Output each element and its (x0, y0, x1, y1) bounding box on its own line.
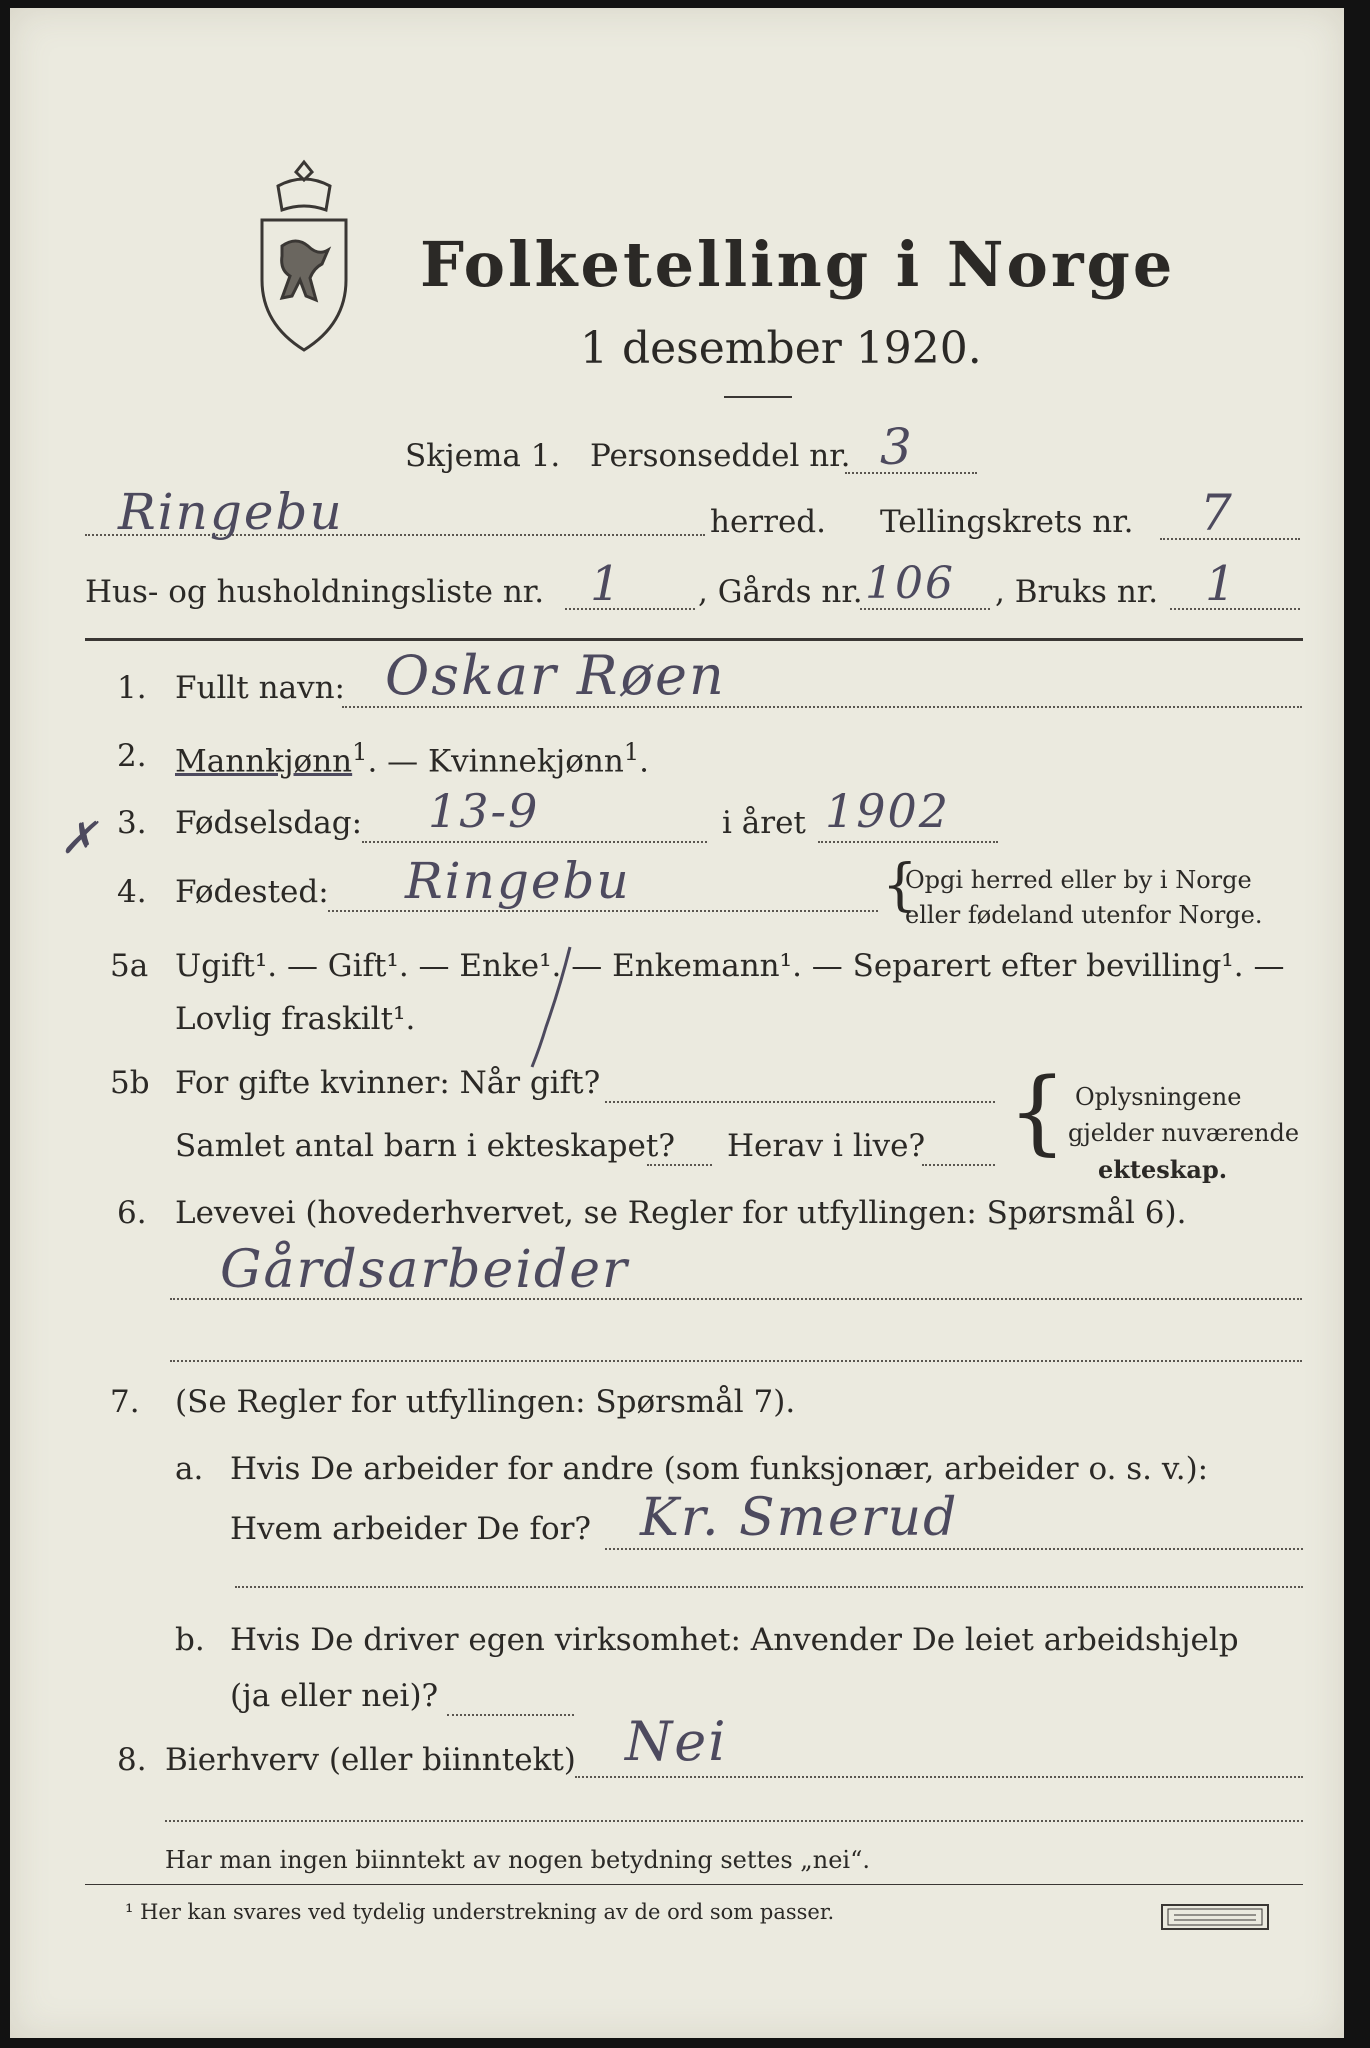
q4-line (328, 910, 878, 912)
bruks-value[interactable]: 1 (1205, 556, 1238, 612)
marital-status-fraskilt[interactable]: Lovlig fraskilt¹. (175, 1001, 416, 1037)
q3-number: 3. (117, 805, 147, 841)
hus-line (565, 608, 695, 610)
gards-label: , Gårds nr. (698, 574, 863, 610)
q4-note-line1: Opgi herred eller by i Norge (905, 866, 1252, 894)
tellingskrets-label: Tellingskrets nr. (880, 504, 1134, 540)
margin-mark-icon: ✗ (60, 813, 99, 864)
q5b-line1: For gifte kvinner: Når gift? (175, 1065, 601, 1101)
q2-sup1: 1 (352, 738, 368, 766)
q5b-note3: ekteskap. (1098, 1155, 1228, 1184)
personseddel-label: Personseddel nr. (590, 438, 851, 474)
q5b-alive-line[interactable] (922, 1164, 995, 1166)
side-income-value[interactable]: Nei (625, 1710, 728, 1773)
form-title: Folketelling i Norge (420, 228, 1176, 301)
q1-number: 1. (117, 670, 147, 706)
q8-extra-line[interactable] (165, 1820, 1303, 1822)
q6-number: 6. (117, 1195, 147, 1231)
q6-line1 (170, 1298, 1302, 1300)
q3-year-line (818, 841, 998, 843)
q7a-extra-line[interactable] (235, 1586, 1303, 1588)
q4-note-line2: eller fødeland utenfor Norge. (905, 901, 1263, 929)
q5b-number: 5b (110, 1065, 150, 1101)
q7b-line[interactable] (447, 1714, 574, 1716)
q5a-number: 5a (110, 948, 149, 984)
q7a-letter: a. (175, 1451, 204, 1487)
option-kvinnekjonn[interactable]: . — Kvinnekjønn (367, 743, 624, 780)
q5b-note-brace: { (1008, 1058, 1067, 1165)
employer-value[interactable]: Kr. Smerud (640, 1488, 959, 1548)
q8-line (575, 1776, 1303, 1778)
full-name-value[interactable]: Oskar Røen (385, 644, 726, 707)
occupation-value[interactable]: Gårdsarbeider (220, 1240, 629, 1300)
herred-value[interactable]: Ringebu (118, 483, 344, 541)
printer-stamp-icon (1160, 1903, 1270, 1931)
q8-label: Bierhverv (eller biinntekt) (165, 1742, 576, 1778)
q7b-letter: b. (175, 1622, 205, 1658)
q3-label: Fødselsdag: (175, 805, 363, 841)
q3-date-line (362, 841, 707, 843)
q5b-married-line[interactable] (605, 1101, 995, 1103)
q4-note-brace: { (882, 853, 918, 918)
q7-number: 7. (110, 1384, 140, 1420)
q7-label: (Se Regler for utfyllingen: Spørsmål 7). (175, 1384, 796, 1420)
q4-number: 4. (117, 874, 147, 910)
q6-line2 (170, 1360, 1302, 1362)
q2-sex-options (175, 738, 649, 779)
q6-label: Levevei (hovederhvervet, se Regler for utfyllingen: Spørsmål 6). (175, 1195, 1187, 1231)
hus-value[interactable]: 1 (590, 556, 623, 612)
q1-label: Fullt navn: (175, 670, 345, 706)
marital-mark-icon (520, 943, 580, 1073)
tellingskrets-value[interactable]: 7 (1200, 484, 1234, 542)
q5b-children-label: Samlet antal barn i ekteskapet? (175, 1128, 675, 1164)
q5b-children-line[interactable] (647, 1164, 712, 1166)
q8-note: Har man ingen biinntekt av nogen betydning settes „nei“. (165, 1846, 870, 1874)
q5b-note2: gjelder nuværende (1068, 1119, 1300, 1147)
q2-number: 2. (117, 738, 147, 774)
q7b-line2: (ja eller nei)? (230, 1678, 439, 1714)
q3-year-label: i året (722, 805, 806, 841)
footnote-divider (85, 1884, 1303, 1885)
birth-year-value[interactable]: 1902 (825, 784, 951, 838)
footnote: ¹ Her kan svares ved tydelig understrekning av de ord som passer. (125, 1900, 835, 1924)
q7a-line2: Hvem arbeider De for? (230, 1511, 592, 1547)
q7b-line1: Hvis De driver egen virksomhet: Anvender De leiet arbeidshjelp (230, 1622, 1239, 1658)
marital-status-options[interactable]: Ugift¹. — Gift¹. — Enke¹. — Enkemann¹. — Separert efter bevilling¹. — (175, 948, 1285, 984)
census-date: 1 desember 1920. (580, 323, 982, 374)
q2-sup2: 1 (623, 738, 640, 766)
q7a-line1: Hvis De arbeider for andre (som funksjonær, arbeider o. s. v.): (230, 1451, 1209, 1487)
q7a-line (605, 1548, 1303, 1550)
hus-label: Hus- og husholdningsliste nr. (85, 574, 545, 610)
norway-coat-of-arms-icon (248, 156, 360, 356)
q4-label: Fødested: (175, 874, 329, 910)
schema-label: Skjema 1. (405, 438, 561, 474)
title-divider (724, 396, 792, 398)
bruks-label: , Bruks nr. (995, 574, 1159, 610)
gards-value[interactable]: 106 (865, 558, 955, 609)
personseddel-value[interactable]: 3 (880, 418, 914, 476)
q5b-note1: Oplysningene (1075, 1083, 1242, 1111)
herred-label: herred. (710, 504, 826, 540)
birthplace-value[interactable]: Ringebu (405, 852, 631, 910)
q8-number: 8. (117, 1742, 147, 1778)
birth-date-value[interactable]: 13-9 (428, 784, 540, 838)
census-form-page (10, 8, 1344, 2038)
q2-end: . (639, 743, 649, 780)
q5b-alive-label: Herav i live? (727, 1128, 926, 1164)
header-divider (85, 638, 1303, 641)
option-mannkjonn[interactable]: Mannkjønn (175, 743, 353, 780)
